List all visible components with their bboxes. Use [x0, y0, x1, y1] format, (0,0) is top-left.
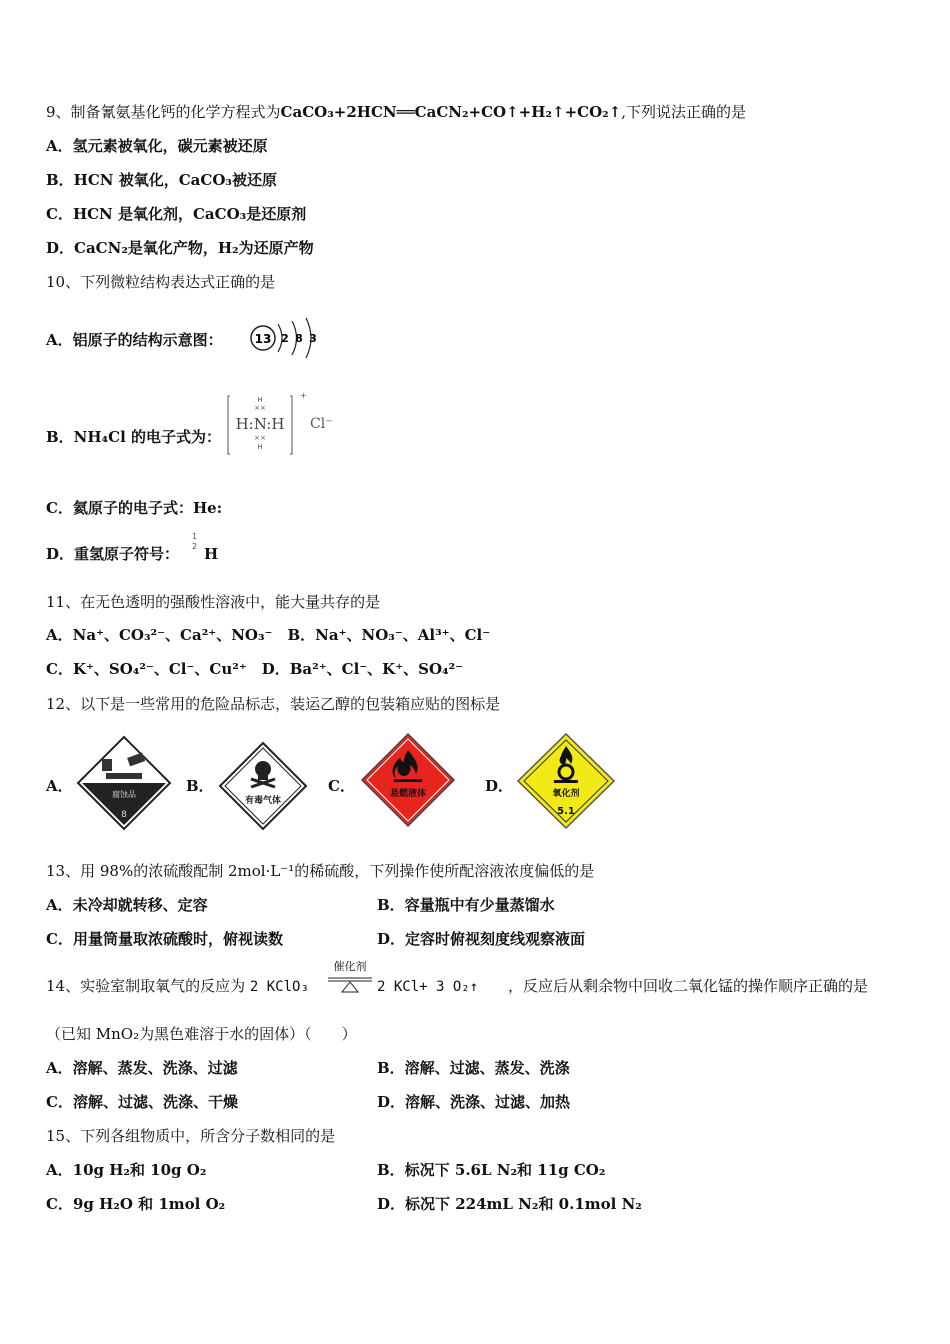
- q10-option-b-label: B．NH₄Cl 的电子式为：: [46, 428, 221, 446]
- q12-option-d-label: D．: [485, 777, 514, 795]
- catalyst-arrow: [326, 960, 374, 996]
- helium-formula: He:: [192, 499, 223, 517]
- toxic-gas-sign-icon: [218, 741, 308, 831]
- q14-stem-text: 14、实验室制取氧气的反应为: [46, 977, 246, 995]
- corrosive-sign-text: 腐蚀品: [112, 790, 136, 799]
- q15-option-a: A．10g H₂和 10g O₂: [46, 1161, 207, 1179]
- q9-option-d: D．CaCN₂是氧化产物，H₂为还原产物: [46, 239, 314, 257]
- q13-stem: 13、用 98%的浓硫酸配制 2mol·L⁻¹的稀硫酸，下列操作使所配溶液浓度偏低的是: [46, 862, 595, 880]
- q13-option-a: A．未冷却就转移、定容: [46, 896, 208, 914]
- toxic-gas-sign-text: 有毒气体: [244, 796, 282, 806]
- corrosive-class-number: 8: [121, 810, 127, 820]
- q14-option-a: A．溶解、蒸发、洗涤、过滤: [46, 1059, 238, 1077]
- q14-stem: [46, 976, 309, 997]
- nucleus-charge: 13: [254, 332, 272, 346]
- q14-option-c: C．溶解、过滤、洗涤、干燥: [46, 1093, 238, 1111]
- catalyst-label: 催化剂: [333, 960, 367, 973]
- nh4cl-electron-formula: [224, 392, 344, 458]
- q11-options-ab: A．Na⁺、CO₃²⁻、Ca²⁺、NO₃⁻ B．Na⁺、NO₃⁻、Al³⁺、Cl⁻: [46, 626, 491, 644]
- q10-stem: 10、下列微粒结构表达式正确的是: [46, 273, 276, 291]
- q12-option-c-label: C．: [328, 777, 355, 795]
- q12-stem: 12、以下是一些常用的危险品标志，装运乙醇的包装箱应贴的图标是: [46, 695, 501, 713]
- q9-option-b: B．HCN 被氧化，CaCO₃被还原: [46, 171, 277, 189]
- cation-charge: +: [300, 392, 307, 400]
- oxidizer-class-number: 5.1: [557, 806, 575, 817]
- corrosive-sign-icon: [76, 735, 172, 831]
- q9-option-c: C．HCN 是氧化剂，CaCO₃是还原剂: [46, 205, 307, 223]
- q10-option-c-label: C．氦原子的电子式：: [46, 499, 193, 517]
- oxidizer-sign-icon: [516, 732, 616, 830]
- q14-products: [377, 976, 478, 997]
- flammable-liquid-sign-text: 易燃液体: [389, 789, 427, 799]
- q15-option-b: B．标况下 5.6L N₂和 11g CO₂: [377, 1161, 606, 1179]
- q14-product-text: 2 KCl+ 3 O₂↑: [377, 979, 479, 995]
- q10-option-c: [46, 498, 222, 518]
- shell-electrons-3: 3: [309, 332, 317, 345]
- center-formula: H:N:H: [235, 415, 285, 433]
- svg-text:××: ××: [254, 434, 266, 442]
- q9-stem-text: 9、制备氰氨基化钙的化学方程式为: [46, 103, 281, 121]
- q10-option-d: [46, 544, 179, 564]
- q14-stem-tail: ，反应后从剩余物中回收二氧化锰的操作顺序正确的是: [508, 977, 869, 995]
- bottom-hydrogen: H: [257, 443, 263, 451]
- q14-note: （已知 MnO₂为黑色难溶于水的固体）（ ）: [46, 1025, 357, 1043]
- q9-stem: [46, 102, 746, 122]
- q10-option-d-label: D．重氢原子符号：: [46, 545, 180, 563]
- q15-option-c: C．9g H₂O 和 1mol O₂: [46, 1195, 226, 1213]
- atomic-number: 2: [192, 542, 198, 551]
- shell-electrons-1: 2: [281, 332, 289, 345]
- aluminum-atom-diagram: [248, 314, 328, 362]
- q15-option-d: D．标况下 224mL N₂和 0.1mol N₂: [377, 1195, 642, 1213]
- heat-triangle-icon: [326, 966, 374, 996]
- q12-option-a-label: A．: [46, 777, 73, 795]
- deuterium-symbol: [192, 532, 197, 552]
- chloride-ion: Cl⁻: [310, 416, 333, 432]
- q13-option-c: C．用量筒量取浓硫酸时，俯视读数: [46, 930, 283, 948]
- q9-stem-tail: ,下列说法正确的是: [621, 103, 747, 121]
- q14-option-b: B．溶解、过滤、蒸发、洗涤: [377, 1059, 570, 1077]
- q9-option-a: A．氢元素被氧化，碳元素被还原: [46, 137, 268, 155]
- oxidizer-sign-text: 氧化剂: [552, 789, 580, 799]
- q9-equation: CaCO₃+2HCN══CaCN₂+CO↑+H₂↑+CO₂↑: [280, 103, 622, 121]
- top-hydrogen: H: [257, 396, 263, 404]
- mass-number: 1: [192, 532, 198, 541]
- flammable-liquid-sign-icon: [360, 732, 456, 828]
- q11-stem: 11、在无色透明的强酸性溶液中，能大量共存的是: [46, 593, 381, 611]
- svg-text:××: ××: [254, 404, 266, 412]
- q14-option-d: D．溶解、洗涤、过滤、加热: [377, 1093, 571, 1111]
- deuterium-element: H: [204, 545, 219, 563]
- q13-option-d: D．定容时俯视刻度线观察液面: [377, 930, 586, 948]
- q10-option-a-label: A．铝原子的结构示意图：: [46, 331, 223, 349]
- shell-electrons-2: 8: [295, 332, 303, 345]
- q15-stem: 15、下列各组物质中，所含分子数相同的是: [46, 1127, 336, 1145]
- q12-option-b-label: B．: [186, 777, 214, 795]
- q14-reactant: 2 KClO₃: [249, 979, 309, 995]
- q13-option-b: B．容量瓶中有少量蒸馏水: [377, 896, 555, 914]
- q11-options-cd: C．K⁺、SO₄²⁻、Cl⁻、Cu²⁺ D．Ba²⁺、Cl⁻、K⁺、SO₄²⁻: [46, 660, 464, 678]
